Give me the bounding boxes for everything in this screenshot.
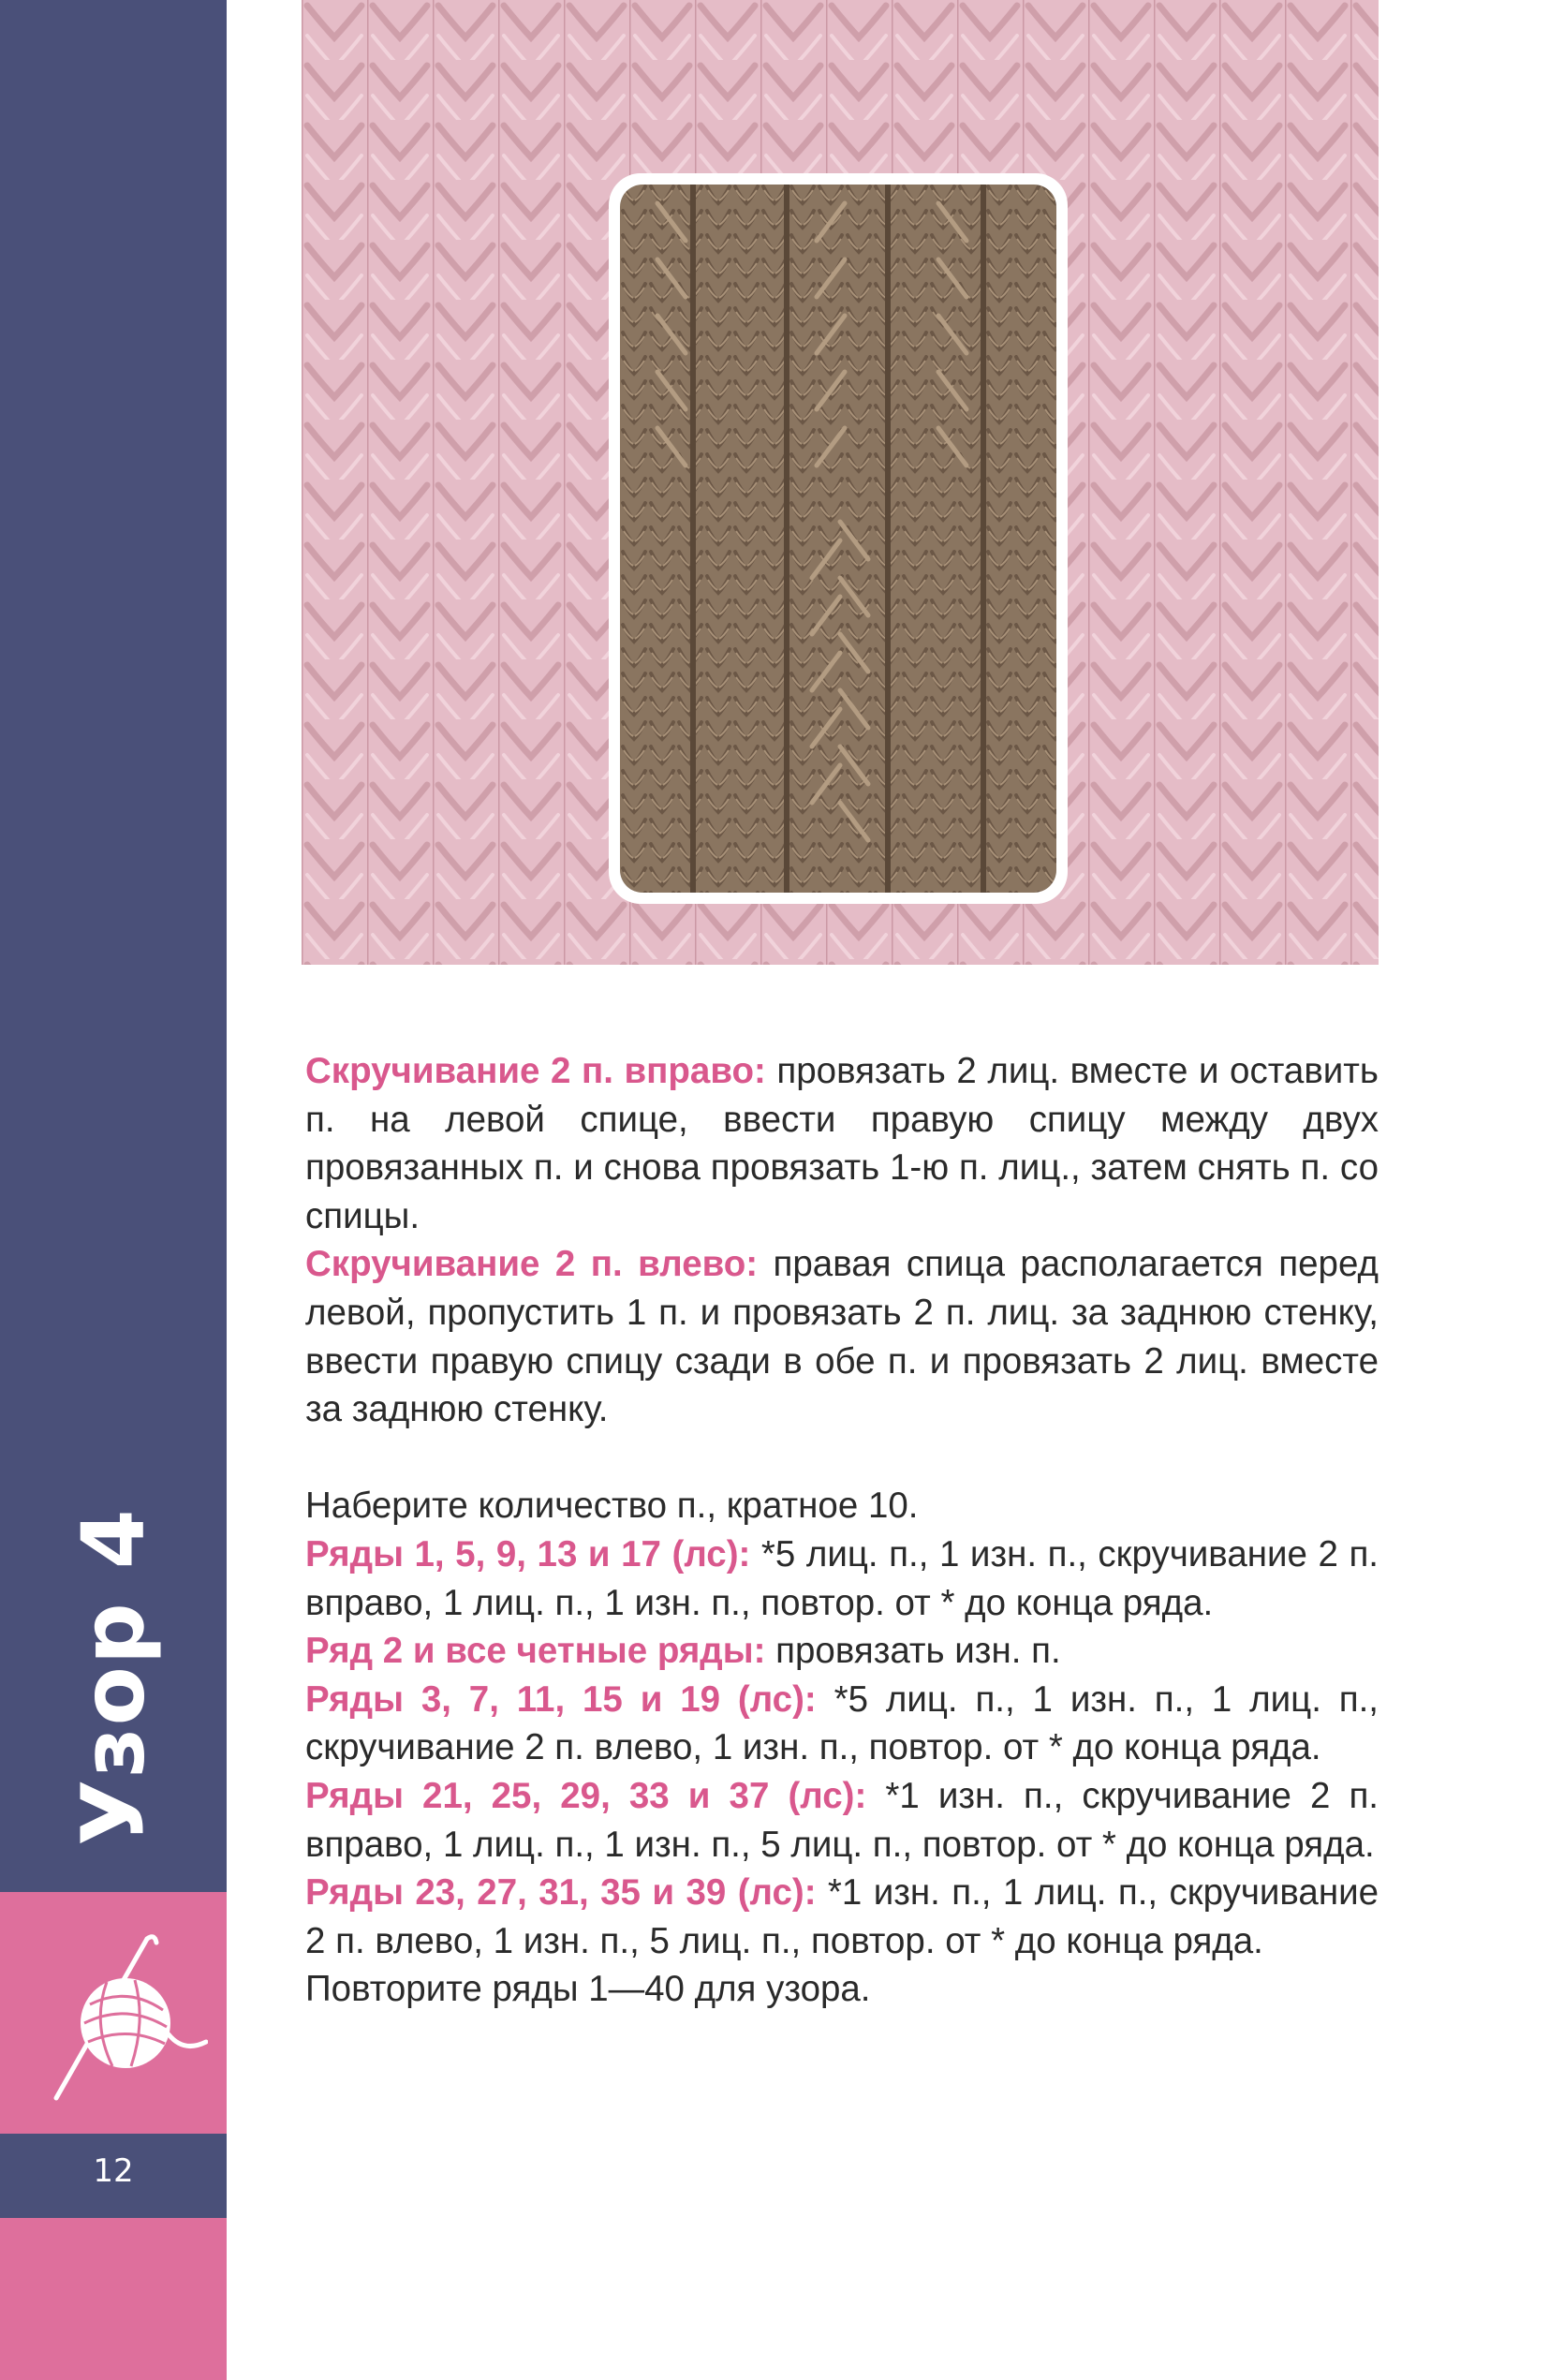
definition-text: правая спица располагается перед левой, пропустить 1 п. и провязать 2 п. лиц. за заднюю стенку, ввести правую спицу сзади в обе п. и провязать 2 лиц. вместе за заднюю стенку.: [305, 1244, 1379, 1430]
row-text: провязать изн. п.: [765, 1631, 1061, 1672]
row-text: *5 лиц. п., 1 изн. п., скручивание 2 п. вправо, 1 лиц. п., 1 изн. п., повтор. от * до конца ряда.: [305, 1533, 1379, 1623]
row-instruction: [305, 1869, 1379, 1965]
row-text: *1 изн. п., 1 лиц. п., скручивание 2 п. влево, 1 изн. п., 5 лиц. п., повтор. от * до конца ряда.: [305, 1872, 1379, 1961]
swatch-frame: [609, 173, 1068, 904]
knitting-photo-background: [302, 0, 1379, 965]
definition-term: Скручивание 2 п. вправо:: [305, 1051, 766, 1091]
brown-knit-swatch-image: [620, 185, 1056, 893]
row-instruction: [305, 1627, 1379, 1676]
row-instruction: [305, 1676, 1379, 1772]
definition-right-twist: [305, 1047, 1379, 1240]
row-text: *1 изн. п., скручивание 2 п. вправо, 1 лиц. п., 1 изн. п., 5 лиц. п., повтор. от * до конца ряда.: [305, 1775, 1379, 1865]
paragraph-spacer: [305, 1434, 1379, 1483]
yarn-ball-crochet-hook-icon: [49, 1929, 208, 2107]
row-label: Ряды 23, 27, 31, 35 и 39 (лс):: [305, 1872, 817, 1914]
pattern-title: Узор 4: [63, 1507, 164, 1846]
definition-left-twist: [305, 1240, 1379, 1433]
instructions-text: [305, 1047, 1379, 2014]
row-text: *5 лиц. п., 1 изн. п., 1 лиц. п., скручивание 2 п. влево, 1 изн. п., повтор. от * до конца ряда.: [305, 1678, 1379, 1768]
definition-term: Скручивание 2 п. влево:: [305, 1244, 759, 1285]
row-label: Ряды 1, 5, 9, 13 и 17 (лс):: [305, 1533, 751, 1574]
page-number: 12: [93, 2152, 134, 2190]
row-instruction: [305, 1772, 1379, 1869]
row-instruction: [305, 1530, 1379, 1627]
row-label: Ряды 3, 7, 11, 15 и 19 (лс):: [305, 1678, 817, 1720]
row-label: Ряд 2 и все четные ряды:: [305, 1631, 766, 1672]
row-label: Ряды 21, 25, 29, 33 и 37 (лс):: [305, 1775, 867, 1816]
cast-on-instruction: Наберите количество п., кратное 10.: [305, 1486, 919, 1527]
definition-text: провязать 2 лиц. вместе и оставить п. на левой спице, ввести правую спицу между двух провязанных п. и снова провязать 1-ю п. лиц., затем снять п. со спицы.: [305, 1051, 1379, 1236]
repeat-instruction: Повторите ряды 1—40 для узора.: [305, 1969, 871, 2010]
